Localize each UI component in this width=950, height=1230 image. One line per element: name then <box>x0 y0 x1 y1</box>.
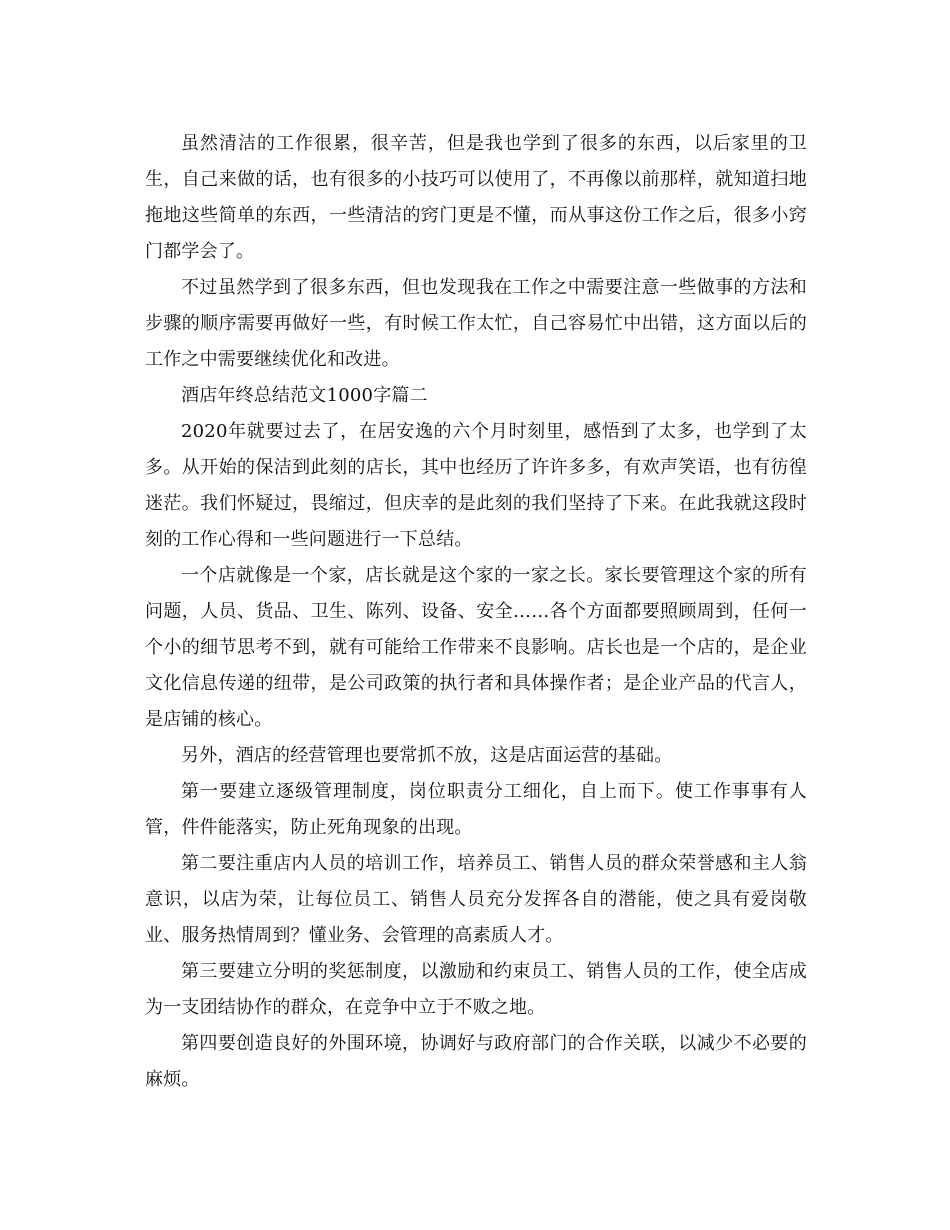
paragraph-store-manager: 一个店就像是一个家，店长就是这个家的一家之长。家长要管理这个家的所有问题，人员、货品、卫生、陈列、设备、安全……各个方面都要照顾周到，任何一个小的细节思考不到，就有可能给工作带来不良影响。店长也是一个店的，是企业文化信息传递的纽带，是公司政策的执行者和具体操作者；是企业产品的代言人，是店铺的核心。 <box>145 565 807 730</box>
document-body <box>145 126 807 1098</box>
paragraph-point-four: 第四要创造良好的外围环境，协调好与政府部门的合作关联，以减少不必要的麻烦。 <box>145 1033 807 1090</box>
paragraph-year-review: 2020年就要过去了，在居安逸的六个月时刻里，感悟到了太多，也学到了太多。从开始的保洁到此刻的店长，其中也经历了许许多多，有欢声笑语，也有彷徨迷茫。我们怀疑过，畏缩过，但庆幸的是此刻的我们坚持了下来。在此我就这段时刻的工作心得和一些问题进行一下总结。 <box>145 421 807 550</box>
section-heading: 酒店年终总结范文1000字篇二 <box>181 385 428 406</box>
paragraph-cleaning-lessons: 虽然清洁的工作很累，很辛苦，但是我也学到了很多的东西，以后家里的卫生，自己来做的话，也有很多的小技巧可以使用了，不再像以前那样，就知道扫地拖地这些简单的东西，一些清洁的窍门更是不懂，而从事这份工作之后，很多小窍门都学会了。 <box>145 133 807 262</box>
paragraph-point-three: 第三要建立分明的奖惩制度，以激励和约束员工、销售人员的工作，使全店成为一支团结协作的群众，在竞争中立于不败之地。 <box>145 961 807 1018</box>
paragraph-point-one: 第一要建立逐级管理制度，岗位职责分工细化，自上而下。使工作事事有人管，件件能落实，防止死角现象的出现。 <box>145 781 807 838</box>
paragraph-operations: 另外，酒店的经营管理也要常抓不放，这是店面运营的基础。 <box>181 745 673 766</box>
paragraph-improvement: 不过虽然学到了很多东西，但也发现我在工作之中需要注意一些做事的方法和步骤的顺序需要再做好一些，有时候工作太忙，自己容易忙中出错，这方面以后的工作之中需要继续优化和改进。 <box>145 277 807 370</box>
paragraph-point-two: 第二要注重店内人员的培训工作，培养员工、销售人员的群众荣誉感和主人翁意识，以店为荣，让每位员工、销售人员充分发挥各自的潜能，使之具有爱岗敬业、服务热情周到？懂业务、会管理的高素质人才。 <box>145 853 807 946</box>
